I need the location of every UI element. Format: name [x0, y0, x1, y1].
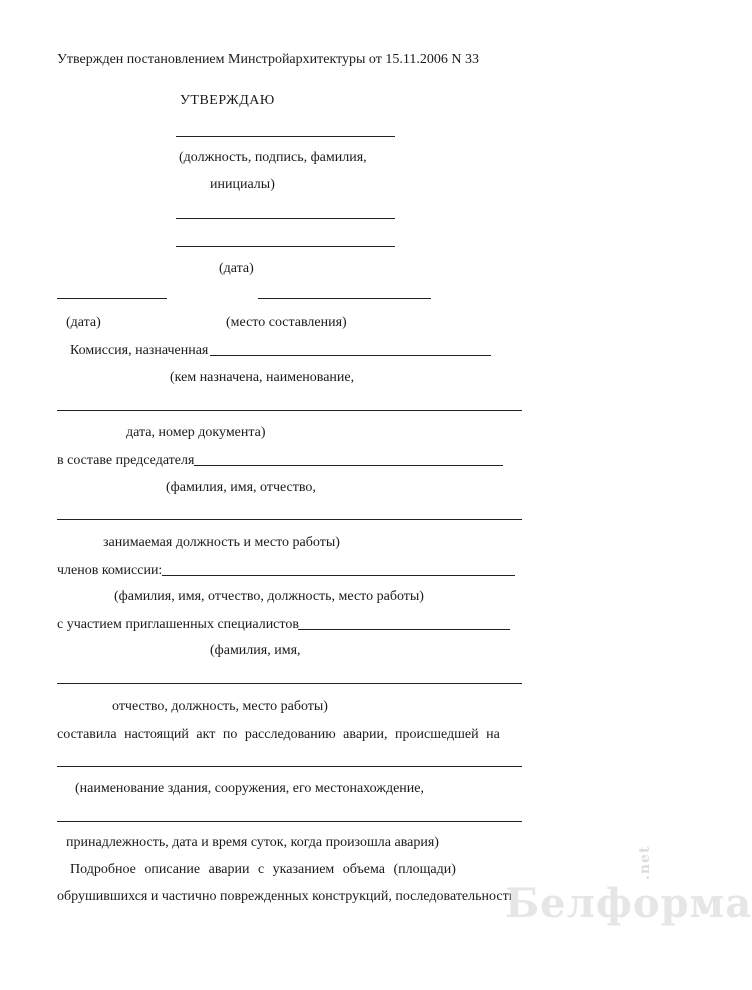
- approval-title: УТВЕРЖДАЮ: [180, 93, 275, 108]
- specialists-line[interactable]: [298, 629, 510, 630]
- members-label: членов комиссии:: [57, 563, 163, 578]
- date-hint: (дата): [66, 315, 101, 330]
- chairman-hint-2: занимаемая должность и место работы): [103, 535, 340, 550]
- commission-line[interactable]: [210, 355, 491, 356]
- name-line-2[interactable]: [176, 246, 395, 247]
- building-hint-2: принадлежность, дата и время суток, когда произошла авария): [66, 835, 439, 850]
- name-line-1[interactable]: [176, 218, 395, 219]
- date-line[interactable]: [57, 298, 167, 299]
- commission-label: Комиссия, назначенная: [70, 343, 209, 358]
- act-line: составила настоящий акт по расследованию аварии, происшедшей на: [57, 727, 500, 742]
- place-line[interactable]: [258, 298, 431, 299]
- chairman-hint-1: (фамилия, имя, отчество,: [166, 480, 316, 495]
- appointed-hint-2: дата, номер документа): [126, 425, 266, 440]
- specialists-hint-2: отчество, должность, место работы): [112, 699, 328, 714]
- signature-line[interactable]: [176, 136, 395, 137]
- building-line[interactable]: [57, 766, 522, 767]
- specialists-label: с участием приглашенных специалистов: [57, 617, 299, 632]
- members-hint: (фамилия, имя, отчество, должность, место работы): [114, 589, 424, 604]
- appointed-line[interactable]: [57, 410, 522, 411]
- description-line-1: Подробное описание аварии с указанием объема (площади): [70, 862, 456, 877]
- chairman-label: в составе председателя: [57, 453, 195, 468]
- description-line-2: обрушившихся и частично поврежденных конструкций, последовательности: [57, 889, 517, 904]
- watermark-logo: [505, 845, 752, 927]
- watermark-suffix: .net: [637, 845, 653, 880]
- members-line[interactable]: [162, 575, 515, 576]
- chairman-line-2[interactable]: [57, 519, 522, 520]
- building-line-2[interactable]: [57, 821, 522, 822]
- specialists-line-2[interactable]: [57, 683, 522, 684]
- approved-line: Утвержден постановлением Минстройархитектуры от 15.11.2006 N 33: [57, 52, 479, 67]
- position-hint-2: инициалы): [210, 177, 275, 192]
- specialists-hint-1: (фамилия, имя,: [210, 643, 301, 658]
- appointed-hint-1: (кем назначена, наименование,: [170, 370, 355, 385]
- watermark-brand: Белформа: [505, 880, 752, 927]
- building-hint-1: (наименование здания, сооружения, его местонахождение,: [75, 781, 424, 796]
- position-hint-1: (должность, подпись, фамилия,: [179, 150, 367, 165]
- chairman-line[interactable]: [194, 465, 503, 466]
- approval-date-hint: (дата): [219, 261, 254, 276]
- place-hint: (место составления): [226, 315, 347, 330]
